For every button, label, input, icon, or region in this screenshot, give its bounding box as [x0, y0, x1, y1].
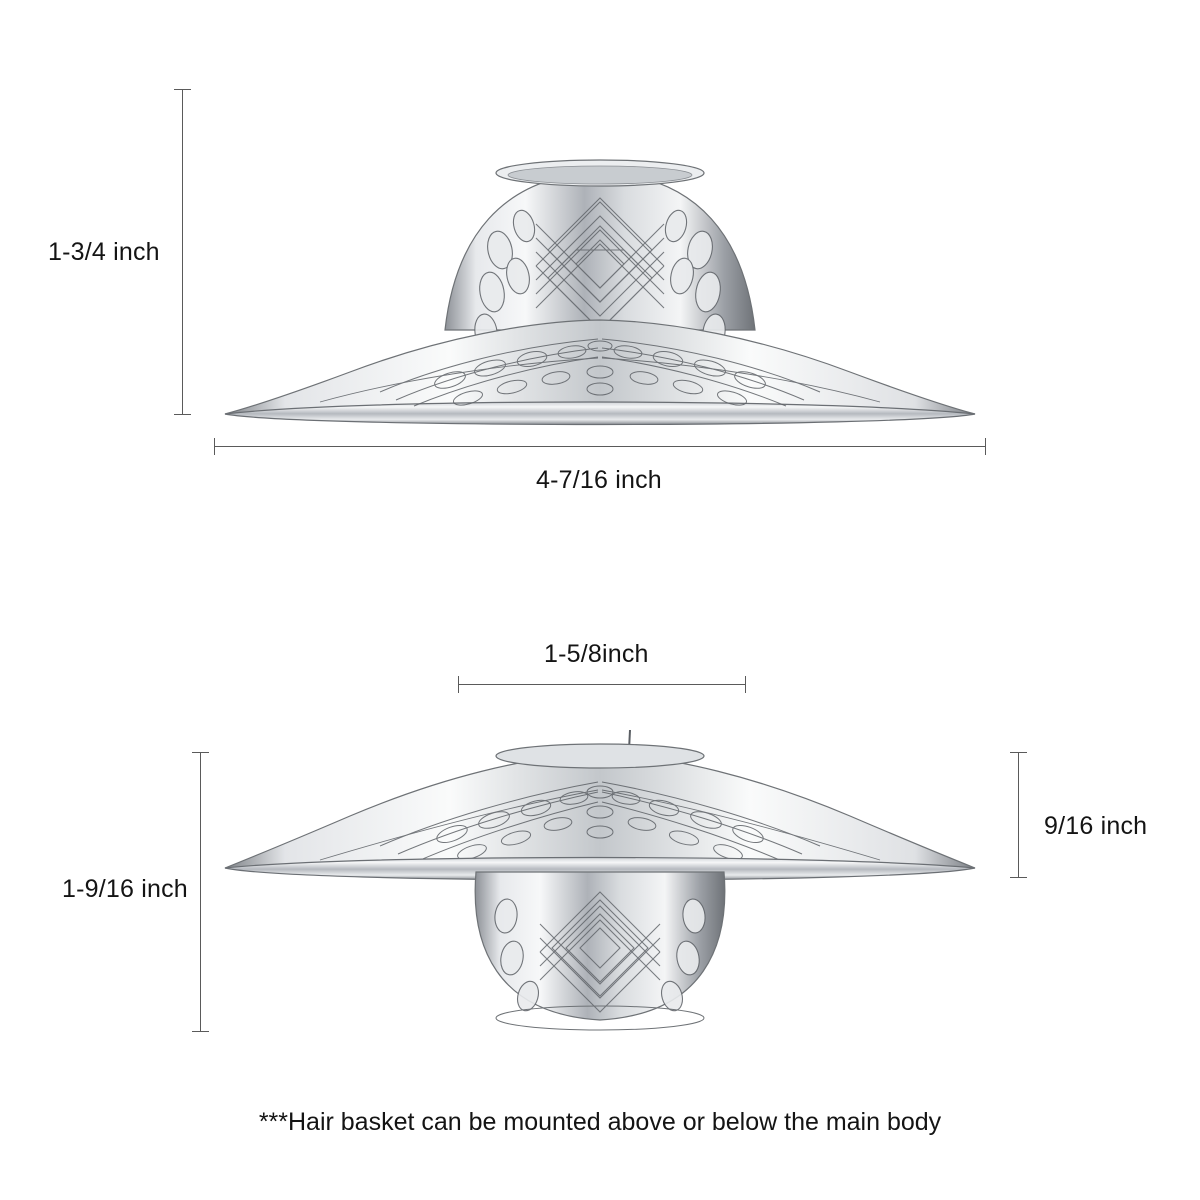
dimension-label-flange-height: 9/16 inch [1044, 812, 1148, 840]
dimension-tick [458, 676, 459, 693]
product-top-view [200, 80, 1000, 420]
dimension-label-height-top: 1-3/4 inch [48, 238, 160, 266]
strainer-bottom-illustration [200, 720, 1000, 1060]
dimension-tick [1010, 752, 1027, 753]
flange-top-rim [496, 744, 704, 768]
dimension-tick [174, 89, 191, 90]
dimension-tick [174, 414, 191, 415]
dimension-tick [192, 752, 209, 753]
dimension-label-width-top: 4-7/16 inch [536, 466, 662, 494]
dimension-tick [985, 438, 986, 455]
product-bottom-view [200, 720, 1000, 1060]
dimension-label-basket-width: 1-5/8inch [544, 640, 649, 668]
basket-top-inner-rim [508, 166, 692, 184]
flange-body-inverted [225, 754, 975, 868]
flange-body [225, 320, 975, 414]
dimension-label-height-bottom: 1-9/16 inch [62, 875, 188, 903]
dimension-line [214, 446, 986, 447]
dimension-tick [1010, 877, 1027, 878]
strainer-top-illustration [200, 80, 1000, 420]
footnote-text: ***Hair basket can be mounted above or below the main body [258, 1108, 942, 1136]
dimension-tick [192, 1031, 209, 1032]
dimension-line [1018, 752, 1019, 878]
dimension-line [200, 752, 201, 1032]
dimension-tick [214, 438, 215, 455]
dimension-tick [745, 676, 746, 693]
dimension-line [458, 684, 746, 685]
dimension-line [182, 89, 183, 414]
